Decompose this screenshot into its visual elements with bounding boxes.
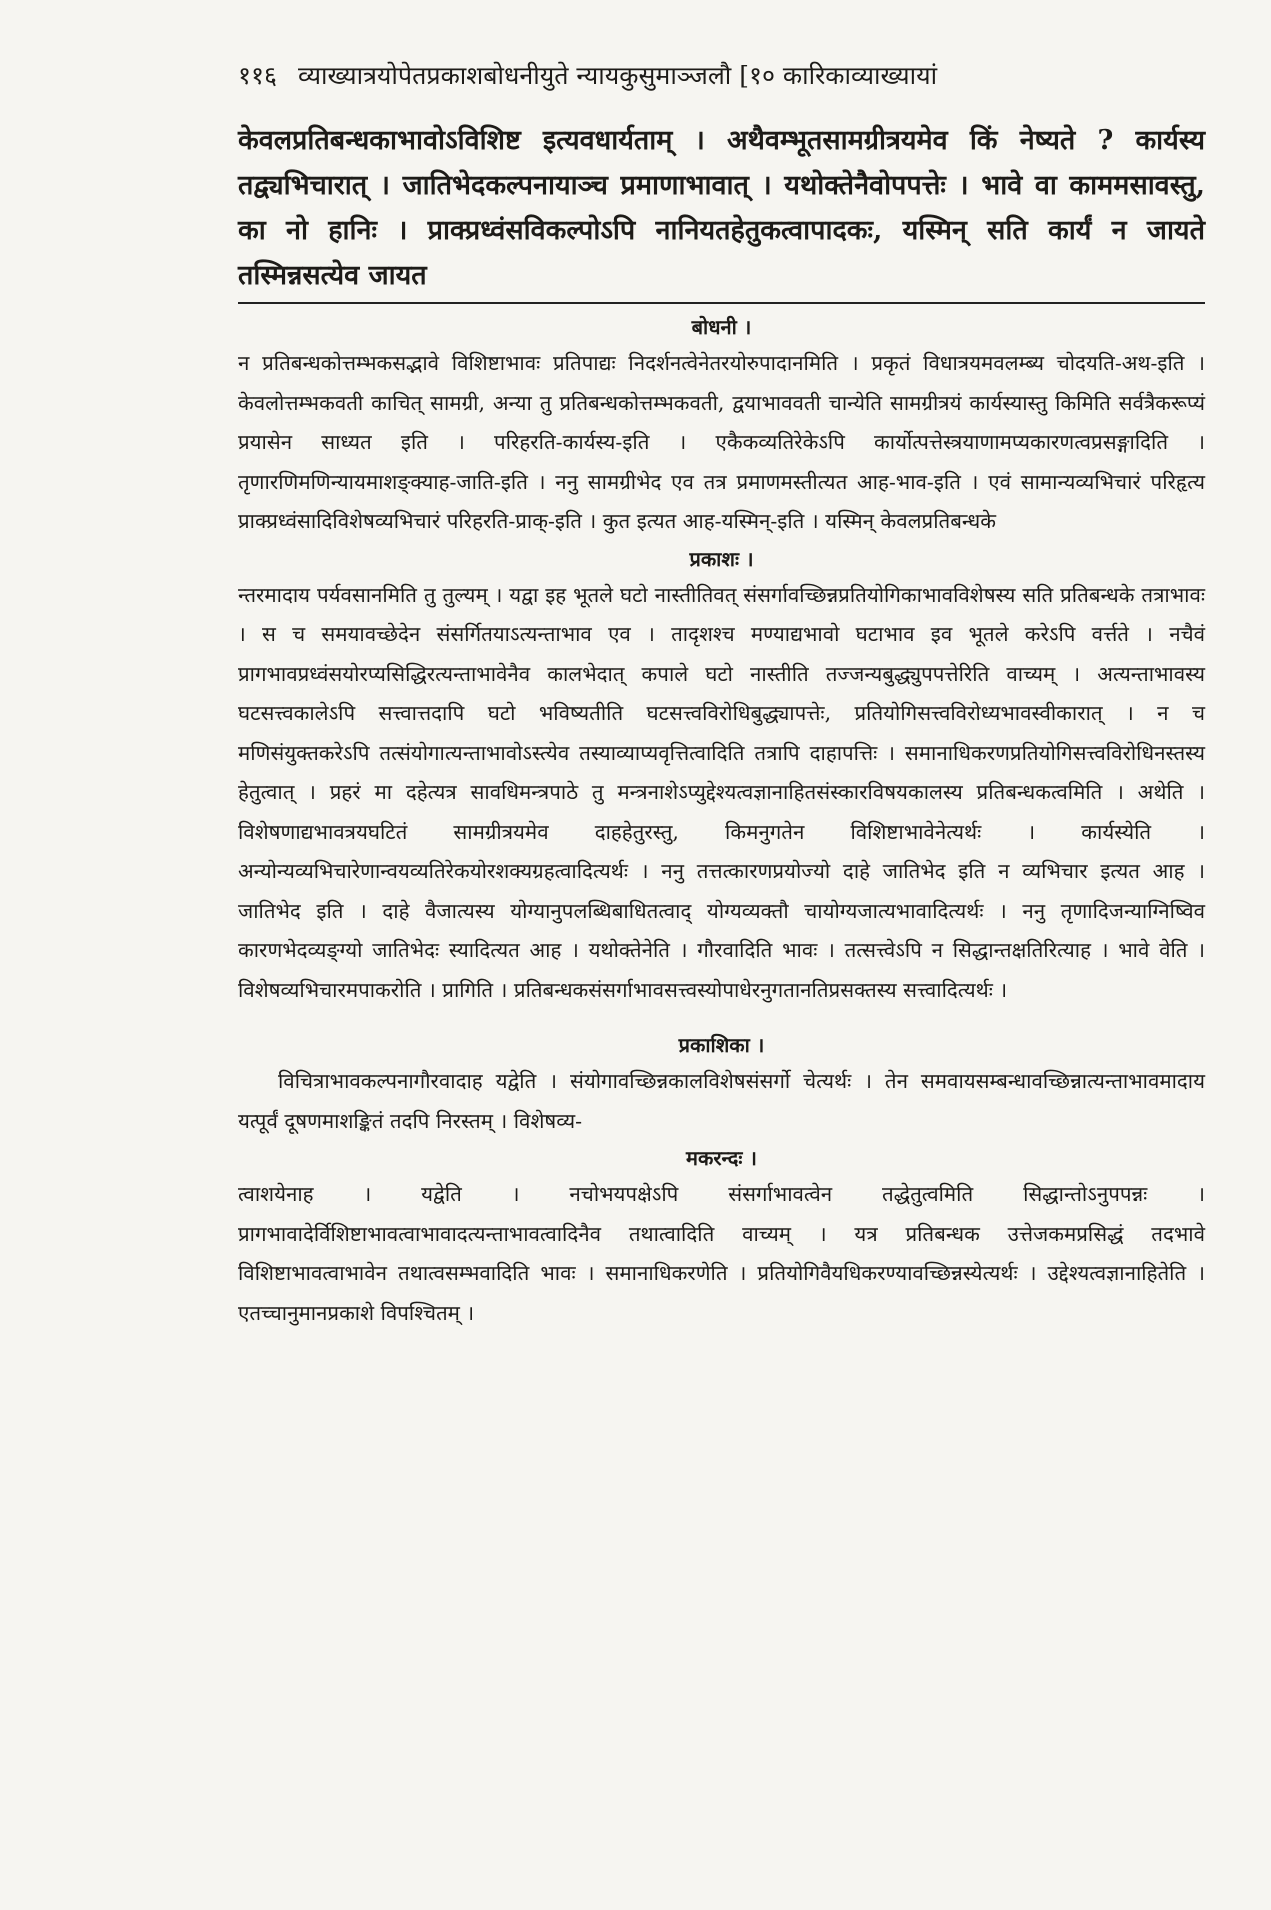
makaranda-text: त्वाशयेनाह । यद्वेति । नचोभयपक्षेऽपि संसर्गाभावत्वेन तद्धेतुत्वमिति सिद्धान्तोऽनुपपन्नः । प्रागभावादेर्विशिष्टाभावत्वाभावादत्यन्ताभावत्वादिनैव तथात्वादिति वाच्यम् । यत्र प्रतिबन्धक उत्तेजकमप्रसिद्धं तदभावे विशिष्टाभावत्वाभावेन तथात्वसम्भवादिति भावः । समानाधिकरणेति । प्रतियोगिवैयधिकरण्यावच्छिन्नस्येत्यर्थः । उद्देश्यत्वज्ञानाहितेति । एतच्चानुमानप्रकाशे विपश्चितम् । — [238, 1182, 1205, 1325]
section-divider — [238, 302, 1205, 304]
spacer — [238, 1010, 1205, 1028]
commentary-block — [238, 310, 1205, 1333]
prakasha-text: न्तरमादाय पर्यवसानमिति तु तुल्यम् । यद्वा इह भूतले घटो नास्तीतिवत् संसर्गावच्छिन्नप्रतियोगिकाभावविशेषस्य सति प्रतिबन्धके तत्राभावः । स च समयावच्छेदेन संसर्गितयाऽत्यन्ताभाव एव । तादृशश्च मण्याद्यभावो घटाभाव इव भूतले करेऽपि वर्त्तते । नचैवं प्रागभावप्रध्वंसयोरप्यसिद्धिरत्यन्ताभावेनैव कालभेदात् कपाले घटो नास्तीति तज्जन्यबुद्ध्युपपत्तेरिति वाच्यम् । अत्यन्ताभावस्य घटसत्त्वकालेऽपि सत्त्वात्तदापि घटो भविष्यतीति घटसत्त्वविरोधिबुद्ध्यापत्तेः, प्रतियोगिसत्त्वविरोध्यभावस्वीकारात् । न च मणिसंयुक्तकरेऽपि तत्संयोगात्यन्ताभावोऽस्त्येव तस्याव्याप्यवृत्तित्वादिति तत्रापि दाहापत्तिः । समानाधिकरणप्रतियोगिसत्त्वविरोधिनस्तस्य हेतुत्वात् । प्रहरं मा दहेत्यत्र सावधिमन्त्रपाठे तु मन्त्रनाशेऽप्युद्देश्यत्वज्ञानाहितसंस्कारविषयकालस्य प्रतिबन्धकत्वमिति । अथेति । विशेषणाद्यभावत्रयघटितं सामग्रीत्रयमेव दाहहेतुरस्तु, किमनुगतेन विशिष्टाभावेनेत्यर्थः । कार्यस्येति । अन्योन्यव्यभिचारेणान्वयव्यतिरेकयोरशक्यग्रहत्वादित्यर्थः । ननु तत्तत्कारणप्रयोज्यो दाहे जातिभेद इति न व्यभिचार इत्यत आह । जातिभेद इति । दाहे वैजात्यस्य योग्यानुपलब्धिबाधितत्वाद् योग्यव्यक्तौ चायोग्यजात्यभावादित्यर्थः । ननु तृणादिजन्याग्निष्विव कारणभेदव्यङ्ग्यो जातिभेदः स्यादित्यत आह । यथोक्तेनेति । गौरवादिति भावः । तत्सत्त्वेऽपि न सिद्धान्तक्षतिरित्याह । भावे वेति । विशेषव्यभिचारमपाकरोति । प्रागिति । प्रतिबन्धकसंसर्गाभावसत्त्वस्योपाधेरनुगतानतिप्रसक्तस्य सत्त्वादित्यर्थः । — [238, 582, 1205, 1002]
page-header — [238, 58, 1205, 106]
makaranda-heading: मकरन्दः । — [686, 1146, 757, 1170]
prakasha-heading: प्रकाशः । — [689, 546, 754, 571]
prakashika-text: विचित्राभावकल्पनागौरवादाह यद्वेति । संयोगावच्छिन्नकालविशेषसंसर्गो चेत्यर्थः । तेन समवायसम्बन्धावच्छिन्नात्यन्ताभावमादाय यत्पूर्वं दूषणमाशङ्कितं तदपि निरस्तम् । विशेषव्य- — [238, 1069, 1205, 1133]
mula-text: केवलप्रतिबन्धकाभावोऽविशिष्ट इत्यवधार्यताम् । अथैवम्भूतसामग्रीत्रयमेव किं नेष्यते ? कार्यस्य तद्व्यभिचारात् । जातिभेदकल्पनायाञ्च प्रमाणाभावात् । यथोक्तेनैवोपपत्तेः । भावे वा काममसावस्तु, का नो हानिः । प्राक्प्रध्वंसविकल्पोऽपि नानियतहेतुकत्वापादकः, यस्मिन् सति कार्यं न जायते तस्मिन्नसत्येव जायत — [238, 125, 1205, 291]
prakashika-heading: प्रकाशिका । — [678, 1033, 765, 1057]
running-title: व्याख्यात्रयोपेतप्रकाशबोधनीयुते न्यायकुसुमाञ्जलौ [१० कारिकाव्याख्यायां — [298, 61, 938, 90]
bodhani-heading: बोधनी । — [691, 315, 752, 339]
page-number: ११६ — [238, 61, 278, 90]
bodhani-text: न प्रतिबन्धकोत्तम्भकसद्भावे विशिष्टाभावः प्रतिपाद्यः निदर्शनत्वेनेतरयोरुपादानमिति । प्रकृतं विधात्रयमवलम्ब्य चोदयति-अथ-इति । केवलोत्तम्भकवती काचित् सामग्री, अन्या तु प्रतिबन्धकोत्तम्भकवती, द्वयाभाववती चान्येति सामग्रीत्रयं कार्यस्यास्तु किमिति सर्वत्रैकरूप्यं प्रयासेन साध्यत इति । परिहरति-कार्यस्य-इति । एकैकव्यतिरेकेऽपि कार्योत्पत्तेस्त्रयाणामप्यकारणत्वप्रसङ्गादिति । तृणारणिमणिन्यायमाशङ्क्याह-जाति-इति । ननु सामग्रीभेद एव तत्र प्रमाणमस्तीत्यत आह-भाव-इति । एवं सामान्यव्यभिचारं परिहृत्य प्राक्प्रध्वंसादिविशेषव्यभिचारं परिहरति-प्राक्-इति । कुत इत्यत आह-यस्मिन्-इति । यस्मिन् केवलप्रतिबन्धके — [238, 351, 1205, 533]
